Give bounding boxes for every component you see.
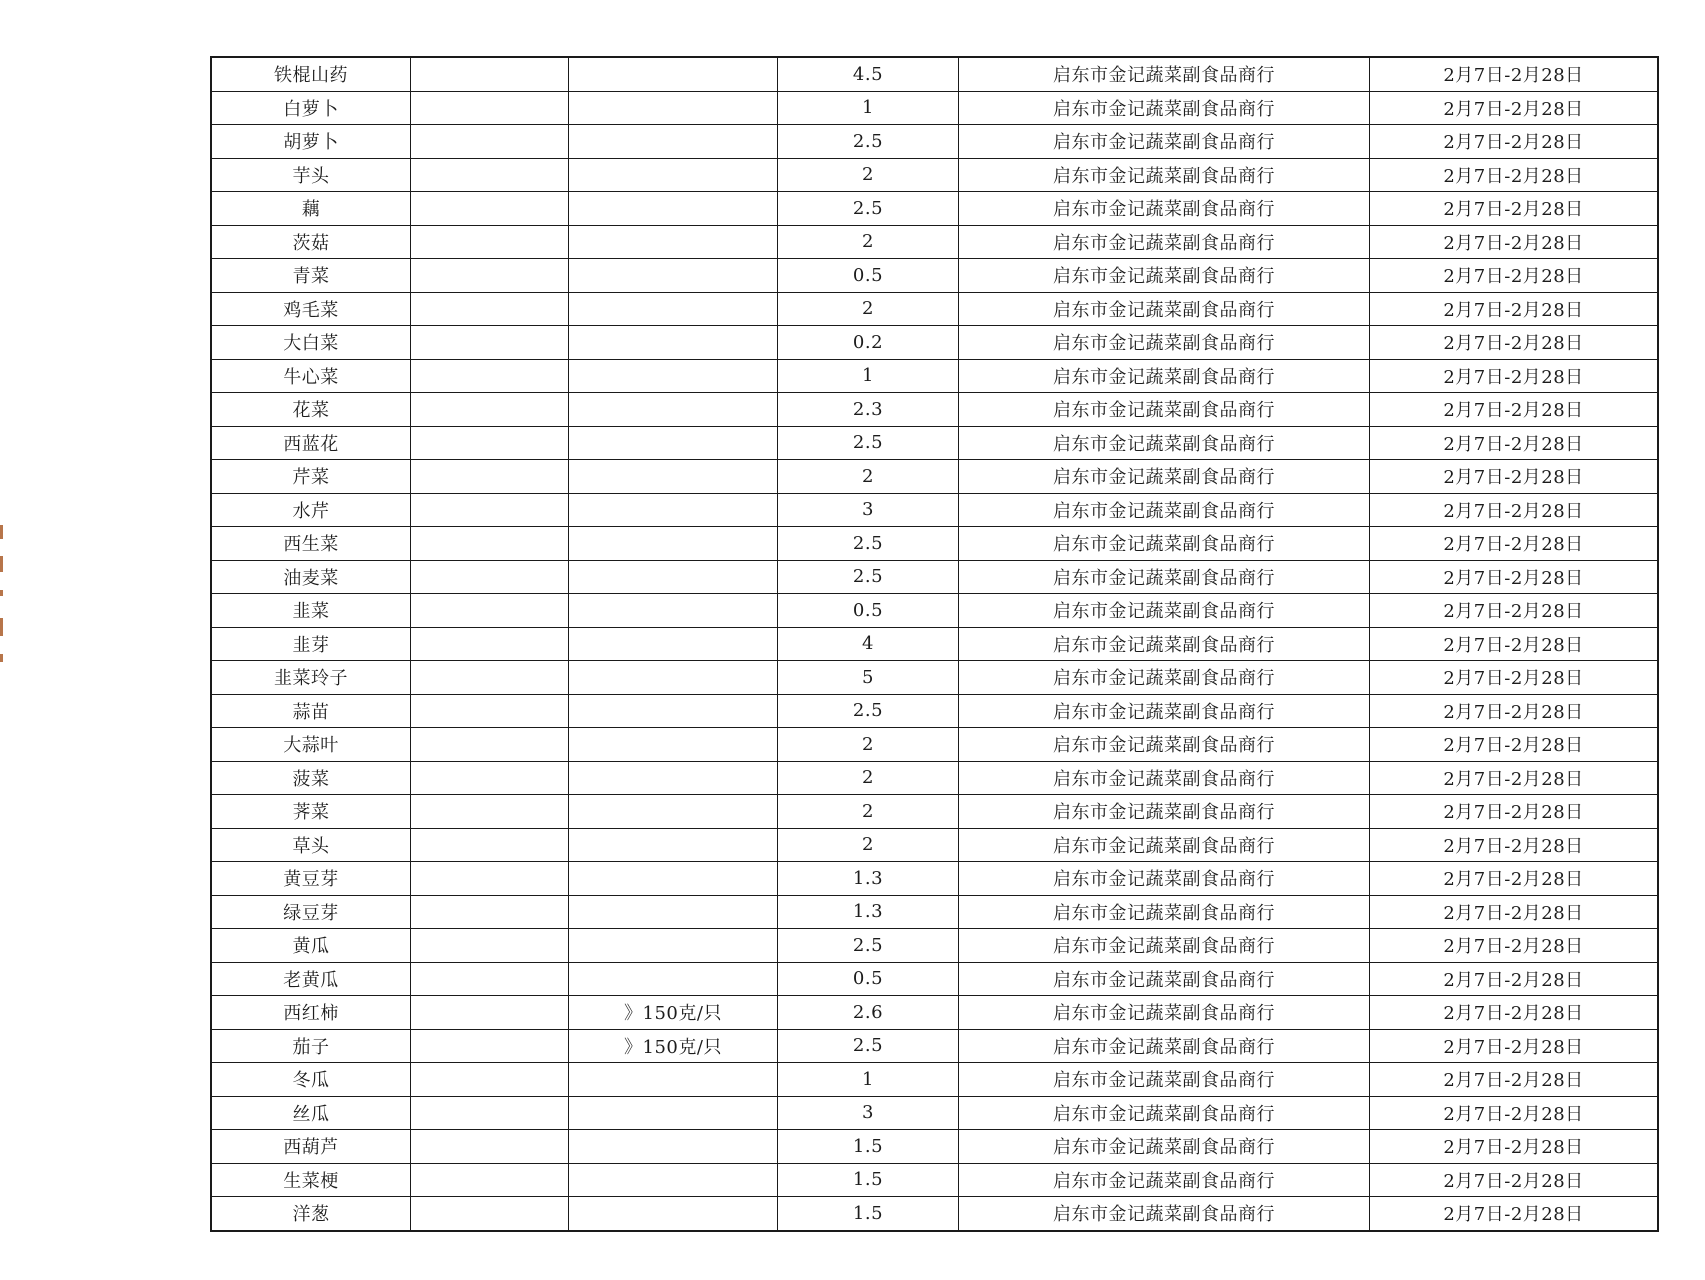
table-row bbox=[211, 393, 1658, 427]
vendor-cell: 启东市金记蔬菜副食品商行 bbox=[959, 996, 1370, 1030]
price-cell: 2.5 bbox=[778, 694, 959, 728]
price-cell: 2.5 bbox=[778, 426, 959, 460]
spec-cell bbox=[569, 91, 778, 125]
spec-cell bbox=[569, 627, 778, 661]
period-cell: 2月7日-2月28日 bbox=[1370, 493, 1659, 527]
table-row bbox=[211, 962, 1658, 996]
spec-cell bbox=[569, 225, 778, 259]
price-cell: 0.2 bbox=[778, 326, 959, 360]
price-cell: 2 bbox=[778, 292, 959, 326]
vendor-cell: 启东市金记蔬菜副食品商行 bbox=[959, 1096, 1370, 1130]
item-name-cell: 藕 bbox=[211, 192, 411, 226]
table-row bbox=[211, 1063, 1658, 1097]
table-row bbox=[211, 627, 1658, 661]
table-row bbox=[211, 828, 1658, 862]
table-row bbox=[211, 862, 1658, 896]
spec-cell: 》150克/只 bbox=[569, 1029, 778, 1063]
blank-cell bbox=[411, 1130, 569, 1164]
period-cell: 2月7日-2月28日 bbox=[1370, 225, 1659, 259]
table-row bbox=[211, 91, 1658, 125]
table-row bbox=[211, 895, 1658, 929]
period-cell: 2月7日-2月28日 bbox=[1370, 292, 1659, 326]
table-row bbox=[211, 1096, 1658, 1130]
price-cell: 1.5 bbox=[778, 1130, 959, 1164]
period-cell: 2月7日-2月28日 bbox=[1370, 694, 1659, 728]
item-name-cell: 白萝卜 bbox=[211, 91, 411, 125]
item-name-cell: 芋头 bbox=[211, 158, 411, 192]
vendor-cell: 启东市金记蔬菜副食品商行 bbox=[959, 57, 1370, 91]
vendor-cell: 启东市金记蔬菜副食品商行 bbox=[959, 1130, 1370, 1164]
price-cell: 2.5 bbox=[778, 1029, 959, 1063]
spec-cell bbox=[569, 929, 778, 963]
table-row bbox=[211, 158, 1658, 192]
price-table-container bbox=[210, 56, 1650, 1232]
vendor-cell: 启东市金记蔬菜副食品商行 bbox=[959, 728, 1370, 762]
vendor-cell: 启东市金记蔬菜副食品商行 bbox=[959, 158, 1370, 192]
vendor-cell: 启东市金记蔬菜副食品商行 bbox=[959, 359, 1370, 393]
blank-cell bbox=[411, 694, 569, 728]
vendor-cell: 启东市金记蔬菜副食品商行 bbox=[959, 225, 1370, 259]
table-row bbox=[211, 1163, 1658, 1197]
vendor-cell: 启东市金记蔬菜副食品商行 bbox=[959, 795, 1370, 829]
price-cell: 2.5 bbox=[778, 527, 959, 561]
blank-cell bbox=[411, 225, 569, 259]
spec-cell bbox=[569, 895, 778, 929]
item-name-cell: 韭菜 bbox=[211, 594, 411, 628]
spec-cell bbox=[569, 728, 778, 762]
blank-cell bbox=[411, 359, 569, 393]
blank-cell bbox=[411, 326, 569, 360]
spec-cell bbox=[569, 493, 778, 527]
period-cell: 2月7日-2月28日 bbox=[1370, 393, 1659, 427]
table-row bbox=[211, 1130, 1658, 1164]
blank-cell bbox=[411, 962, 569, 996]
spec-cell bbox=[569, 192, 778, 226]
price-cell: 3 bbox=[778, 493, 959, 527]
spec-cell: 》150克/只 bbox=[569, 996, 778, 1030]
blank-cell bbox=[411, 661, 569, 695]
blank-cell bbox=[411, 828, 569, 862]
vendor-cell: 启东市金记蔬菜副食品商行 bbox=[959, 91, 1370, 125]
blank-cell bbox=[411, 158, 569, 192]
table-row bbox=[211, 527, 1658, 561]
item-name-cell: 牛心菜 bbox=[211, 359, 411, 393]
blank-cell bbox=[411, 1197, 569, 1231]
item-name-cell: 草头 bbox=[211, 828, 411, 862]
price-cell: 5 bbox=[778, 661, 959, 695]
blank-cell bbox=[411, 1029, 569, 1063]
blank-cell bbox=[411, 1063, 569, 1097]
vendor-cell: 启东市金记蔬菜副食品商行 bbox=[959, 259, 1370, 293]
blank-cell bbox=[411, 91, 569, 125]
period-cell: 2月7日-2月28日 bbox=[1370, 1163, 1659, 1197]
spec-cell bbox=[569, 862, 778, 896]
period-cell: 2月7日-2月28日 bbox=[1370, 460, 1659, 494]
blank-cell bbox=[411, 426, 569, 460]
blank-cell bbox=[411, 292, 569, 326]
spec-cell bbox=[569, 57, 778, 91]
vendor-cell: 启东市金记蔬菜副食品商行 bbox=[959, 426, 1370, 460]
price-cell: 2 bbox=[778, 795, 959, 829]
price-cell: 1 bbox=[778, 359, 959, 393]
price-cell: 0.5 bbox=[778, 962, 959, 996]
blank-cell bbox=[411, 57, 569, 91]
vendor-cell: 启东市金记蔬菜副食品商行 bbox=[959, 493, 1370, 527]
blank-cell bbox=[411, 125, 569, 159]
spec-cell bbox=[569, 661, 778, 695]
item-name-cell: 鸡毛菜 bbox=[211, 292, 411, 326]
table-row bbox=[211, 1197, 1658, 1231]
vendor-cell: 启东市金记蔬菜副食品商行 bbox=[959, 393, 1370, 427]
vendor-cell: 启东市金记蔬菜副食品商行 bbox=[959, 862, 1370, 896]
spec-cell bbox=[569, 1063, 778, 1097]
blank-cell bbox=[411, 627, 569, 661]
spec-cell bbox=[569, 560, 778, 594]
vendor-cell: 启东市金记蔬菜副食品商行 bbox=[959, 895, 1370, 929]
period-cell: 2月7日-2月28日 bbox=[1370, 862, 1659, 896]
period-cell: 2月7日-2月28日 bbox=[1370, 125, 1659, 159]
blank-cell bbox=[411, 1096, 569, 1130]
spec-cell bbox=[569, 761, 778, 795]
price-cell: 2 bbox=[778, 225, 959, 259]
blank-cell bbox=[411, 795, 569, 829]
blank-cell bbox=[411, 594, 569, 628]
table-row bbox=[211, 728, 1658, 762]
blank-cell bbox=[411, 862, 569, 896]
period-cell: 2月7日-2月28日 bbox=[1370, 359, 1659, 393]
period-cell: 2月7日-2月28日 bbox=[1370, 761, 1659, 795]
spec-cell bbox=[569, 426, 778, 460]
spec-cell bbox=[569, 359, 778, 393]
vendor-cell: 启东市金记蔬菜副食品商行 bbox=[959, 627, 1370, 661]
blank-cell bbox=[411, 728, 569, 762]
item-name-cell: 西生菜 bbox=[211, 527, 411, 561]
blank-cell bbox=[411, 895, 569, 929]
table-row bbox=[211, 225, 1658, 259]
item-name-cell: 西葫芦 bbox=[211, 1130, 411, 1164]
price-cell: 2.6 bbox=[778, 996, 959, 1030]
item-name-cell: 丝瓜 bbox=[211, 1096, 411, 1130]
price-cell: 2.5 bbox=[778, 125, 959, 159]
period-cell: 2月7日-2月28日 bbox=[1370, 1029, 1659, 1063]
item-name-cell: 韭芽 bbox=[211, 627, 411, 661]
price-cell: 2 bbox=[778, 460, 959, 494]
item-name-cell: 花菜 bbox=[211, 393, 411, 427]
period-cell: 2月7日-2月28日 bbox=[1370, 594, 1659, 628]
vendor-cell: 启东市金记蔬菜副食品商行 bbox=[959, 560, 1370, 594]
spec-cell bbox=[569, 527, 778, 561]
vendor-cell: 启东市金记蔬菜副食品商行 bbox=[959, 125, 1370, 159]
table-row bbox=[211, 795, 1658, 829]
vendor-cell: 启东市金记蔬菜副食品商行 bbox=[959, 694, 1370, 728]
vendor-cell: 启东市金记蔬菜副食品商行 bbox=[959, 1163, 1370, 1197]
price-cell: 0.5 bbox=[778, 259, 959, 293]
spec-cell bbox=[569, 1096, 778, 1130]
item-name-cell: 菠菜 bbox=[211, 761, 411, 795]
price-cell: 0.5 bbox=[778, 594, 959, 628]
price-cell: 4.5 bbox=[778, 57, 959, 91]
table-row bbox=[211, 594, 1658, 628]
item-name-cell: 油麦菜 bbox=[211, 560, 411, 594]
price-table-body bbox=[211, 57, 1658, 1231]
table-row bbox=[211, 292, 1658, 326]
item-name-cell: 蒜苗 bbox=[211, 694, 411, 728]
table-row bbox=[211, 460, 1658, 494]
table-row bbox=[211, 694, 1658, 728]
vendor-cell: 启东市金记蔬菜副食品商行 bbox=[959, 527, 1370, 561]
period-cell: 2月7日-2月28日 bbox=[1370, 661, 1659, 695]
price-cell: 2.5 bbox=[778, 192, 959, 226]
period-cell: 2月7日-2月28日 bbox=[1370, 962, 1659, 996]
table-row bbox=[211, 661, 1658, 695]
item-name-cell: 黄豆芽 bbox=[211, 862, 411, 896]
vendor-cell: 启东市金记蔬菜副食品商行 bbox=[959, 828, 1370, 862]
spec-cell bbox=[569, 828, 778, 862]
spec-cell bbox=[569, 158, 778, 192]
item-name-cell: 西红柿 bbox=[211, 996, 411, 1030]
item-name-cell: 茨菇 bbox=[211, 225, 411, 259]
price-cell: 2.5 bbox=[778, 929, 959, 963]
period-cell: 2月7日-2月28日 bbox=[1370, 1197, 1659, 1231]
price-cell: 2 bbox=[778, 158, 959, 192]
blank-cell bbox=[411, 996, 569, 1030]
item-name-cell: 胡萝卜 bbox=[211, 125, 411, 159]
spec-cell bbox=[569, 393, 778, 427]
spec-cell bbox=[569, 460, 778, 494]
blank-cell bbox=[411, 460, 569, 494]
item-name-cell: 老黄瓜 bbox=[211, 962, 411, 996]
item-name-cell: 芹菜 bbox=[211, 460, 411, 494]
period-cell: 2月7日-2月28日 bbox=[1370, 259, 1659, 293]
price-cell: 2.5 bbox=[778, 560, 959, 594]
vendor-cell: 启东市金记蔬菜副食品商行 bbox=[959, 1063, 1370, 1097]
vendor-cell: 启东市金记蔬菜副食品商行 bbox=[959, 326, 1370, 360]
blank-cell bbox=[411, 493, 569, 527]
period-cell: 2月7日-2月28日 bbox=[1370, 91, 1659, 125]
table-row bbox=[211, 326, 1658, 360]
blank-cell bbox=[411, 1163, 569, 1197]
table-row bbox=[211, 560, 1658, 594]
price-cell: 2.3 bbox=[778, 393, 959, 427]
period-cell: 2月7日-2月28日 bbox=[1370, 728, 1659, 762]
spec-cell bbox=[569, 962, 778, 996]
scan-edge-artifact bbox=[0, 0, 6, 1280]
price-cell: 2 bbox=[778, 828, 959, 862]
period-cell: 2月7日-2月28日 bbox=[1370, 326, 1659, 360]
item-name-cell: 黄瓜 bbox=[211, 929, 411, 963]
period-cell: 2月7日-2月28日 bbox=[1370, 1096, 1659, 1130]
blank-cell bbox=[411, 259, 569, 293]
period-cell: 2月7日-2月28日 bbox=[1370, 158, 1659, 192]
spec-cell bbox=[569, 1130, 778, 1164]
vendor-cell: 启东市金记蔬菜副食品商行 bbox=[959, 661, 1370, 695]
table-row bbox=[211, 493, 1658, 527]
period-cell: 2月7日-2月28日 bbox=[1370, 627, 1659, 661]
blank-cell bbox=[411, 527, 569, 561]
period-cell: 2月7日-2月28日 bbox=[1370, 895, 1659, 929]
period-cell: 2月7日-2月28日 bbox=[1370, 560, 1659, 594]
price-cell: 1.3 bbox=[778, 895, 959, 929]
period-cell: 2月7日-2月28日 bbox=[1370, 795, 1659, 829]
table-row bbox=[211, 426, 1658, 460]
price-cell: 1 bbox=[778, 91, 959, 125]
table-row bbox=[211, 1029, 1658, 1063]
table-row bbox=[211, 359, 1658, 393]
item-name-cell: 韭菜玲子 bbox=[211, 661, 411, 695]
vendor-cell: 启东市金记蔬菜副食品商行 bbox=[959, 594, 1370, 628]
item-name-cell: 生菜梗 bbox=[211, 1163, 411, 1197]
price-cell: 4 bbox=[778, 627, 959, 661]
table-row bbox=[211, 761, 1658, 795]
price-table bbox=[210, 56, 1659, 1232]
price-cell: 1 bbox=[778, 1063, 959, 1097]
vendor-cell: 启东市金记蔬菜副食品商行 bbox=[959, 292, 1370, 326]
spec-cell bbox=[569, 292, 778, 326]
blank-cell bbox=[411, 192, 569, 226]
vendor-cell: 启东市金记蔬菜副食品商行 bbox=[959, 1029, 1370, 1063]
period-cell: 2月7日-2月28日 bbox=[1370, 192, 1659, 226]
price-cell: 1.3 bbox=[778, 862, 959, 896]
item-name-cell: 洋葱 bbox=[211, 1197, 411, 1231]
spec-cell bbox=[569, 326, 778, 360]
period-cell: 2月7日-2月28日 bbox=[1370, 929, 1659, 963]
vendor-cell: 启东市金记蔬菜副食品商行 bbox=[959, 192, 1370, 226]
period-cell: 2月7日-2月28日 bbox=[1370, 996, 1659, 1030]
table-row bbox=[211, 57, 1658, 91]
blank-cell bbox=[411, 761, 569, 795]
table-row bbox=[211, 125, 1658, 159]
vendor-cell: 启东市金记蔬菜副食品商行 bbox=[959, 929, 1370, 963]
item-name-cell: 绿豆芽 bbox=[211, 895, 411, 929]
blank-cell bbox=[411, 393, 569, 427]
item-name-cell: 铁棍山药 bbox=[211, 57, 411, 91]
period-cell: 2月7日-2月28日 bbox=[1370, 57, 1659, 91]
price-cell: 2 bbox=[778, 761, 959, 795]
vendor-cell: 启东市金记蔬菜副食品商行 bbox=[959, 460, 1370, 494]
period-cell: 2月7日-2月28日 bbox=[1370, 828, 1659, 862]
spec-cell bbox=[569, 1163, 778, 1197]
item-name-cell: 冬瓜 bbox=[211, 1063, 411, 1097]
item-name-cell: 荠菜 bbox=[211, 795, 411, 829]
vendor-cell: 启东市金记蔬菜副食品商行 bbox=[959, 1197, 1370, 1231]
spec-cell bbox=[569, 795, 778, 829]
spec-cell bbox=[569, 259, 778, 293]
table-row bbox=[211, 192, 1658, 226]
item-name-cell: 水芹 bbox=[211, 493, 411, 527]
item-name-cell: 大白菜 bbox=[211, 326, 411, 360]
price-cell: 2 bbox=[778, 728, 959, 762]
price-cell: 1.5 bbox=[778, 1163, 959, 1197]
table-row bbox=[211, 929, 1658, 963]
period-cell: 2月7日-2月28日 bbox=[1370, 426, 1659, 460]
item-name-cell: 大蒜叶 bbox=[211, 728, 411, 762]
item-name-cell: 茄子 bbox=[211, 1029, 411, 1063]
spec-cell bbox=[569, 594, 778, 628]
table-row bbox=[211, 259, 1658, 293]
period-cell: 2月7日-2月28日 bbox=[1370, 1130, 1659, 1164]
spec-cell bbox=[569, 1197, 778, 1231]
period-cell: 2月7日-2月28日 bbox=[1370, 1063, 1659, 1097]
item-name-cell: 青菜 bbox=[211, 259, 411, 293]
blank-cell bbox=[411, 929, 569, 963]
item-name-cell: 西蓝花 bbox=[211, 426, 411, 460]
spec-cell bbox=[569, 125, 778, 159]
price-cell: 1.5 bbox=[778, 1197, 959, 1231]
spec-cell bbox=[569, 694, 778, 728]
price-cell: 3 bbox=[778, 1096, 959, 1130]
period-cell: 2月7日-2月28日 bbox=[1370, 527, 1659, 561]
table-row bbox=[211, 996, 1658, 1030]
vendor-cell: 启东市金记蔬菜副食品商行 bbox=[959, 761, 1370, 795]
vendor-cell: 启东市金记蔬菜副食品商行 bbox=[959, 962, 1370, 996]
blank-cell bbox=[411, 560, 569, 594]
